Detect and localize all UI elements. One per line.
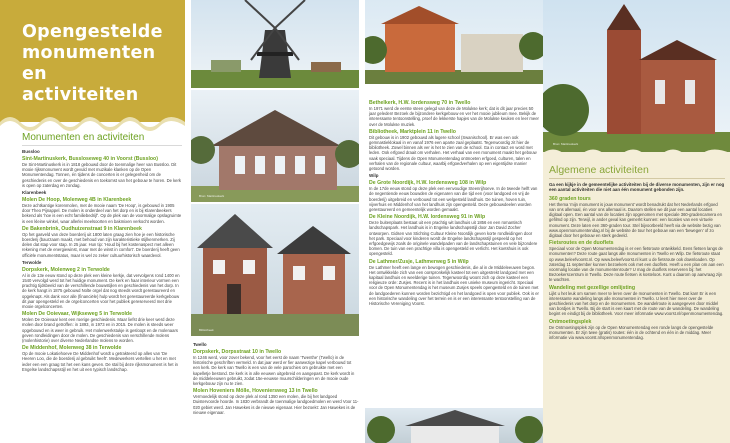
item-title: Molen Hoveniers Mölle, Hoveniersweg 13 in Twello [193,388,318,395]
left-column [0,0,185,443]
church-tower-icon [543,0,730,152]
villa-photo [365,408,543,443]
item-text: Op het gasveld van deze boerderij uit 1800 laten graag zien hoe je een historische boerderij (baurzaam maakt, met behoud van zijn karakteristieke stijlkenmerken. Zij delen dat stap voor stap. In 25 jaar. Hun tip: 'Houd bij het kostenaspect met alleen rekening met de energiewinst, maar met de winst in comfort'. De boerderij heeft geen officiële monumentstatus, maar is wel zo zeker cultuurhistorisch waardevol. [22,231,180,258]
item-title: Bethelkerk, H.W. Iordensweg 70 in Twello [369,100,471,106]
item-text: In de 17de eeuw stond op deze plek een eenvoudige Steenrijhoeve. In de tweede helft van de negentiende eeuw bouwden de eigenaren van die tijd een (voor landgoed en vrij de boerderij) uitgebreid en verbouwd tot een welgesteld landhuis. De tuinen, hoven tuin, vijverhuis en Middenhof van het landhuis zijn opengesteld. Deze gebouwdeelen worden gerestaureerd en gemeentelijk worden gemaakt. [369,186,538,213]
item-text: Op de mooie Lokatiehoeve De Middenhof wordt u getrakteerd op alles van 'De Heeren Loo, die de boerderij al gebruikt heeft'. Medewerkers vertellen u het en met ieder een een graag tot het een kans geven. De stal bij deze rijksmonument is het in Engelse landschapsstijl en het uit een typisch landschap. [22,351,178,372]
windmill-icon [191,0,359,88]
place-label: Klarenbeek [22,190,47,196]
item-text: In 1971 werd de eerste steen gelegd van deze de Molukse kerk; dat is dit jaar precies 50 jaar geleden! Bezoek de bijzondere kerkgebouw en ver het mooie jubileum mee. Bekijk de interessante tentoonstelling, proef de lekkerste hapjes van de Molukse keuken en leer meer over de Molukse muziek. [369,106,539,127]
photo-credit: Bron: Martinuskerk [199,194,225,198]
item-title: De Middenhof, Molenweg 38 in Terwolde [22,345,122,352]
building-icon [365,0,543,84]
right-section [549,164,725,340]
item-title: Sint-Martinuskerk, Bussloseweg 40 in Voorst (Bussloo) [22,156,158,162]
item-text: Vermoedelijk stond op deze plek al rond 1350 een molen, die bij het landgoed Duistervoorde hoorde. In 1830 verbrandt de toenmalige landgoedmolen en werd Voor 11-020 gebiet werd. Jan Hawekes is de nieuwe eigenaar. Hier bezoekt: Jan Hawekes is de nieuwe eigenaar. [193,394,359,415]
place-label: Terwolde [22,259,42,265]
section-title: Algemene activiteiten [549,164,725,179]
church-photo [191,90,359,202]
place-label: Bussloo [22,149,40,154]
item-text: Het thema 'mijn monument is jouw monument' wordt benadrukt dat het Nederlands erfgoed van ons allemaal, én voor ons allemaal is. Daarom stellen we dit jaar een aantal locaties digitaal open. Een aantal van de locaties zijn opgenomen met speciale 360-gradencamera en gefilmd op zijn. Terwijl, in ander geval kan gemerkt kunnen: een locaties van een virtuele monument. Deze laten een 360-graden tour. Stel bijvoorbeeld heeft via de website bezig van www.openmonumentendag.nl bij de website de tour het gebouw van een 'bewegen' of zo digitaal door het gebouw en sterk gedeeld. [549,201,722,239]
wave-divider [543,146,730,160]
middle-text [193,340,359,415]
item-title: De Kleine Noordijk, H.W. Iordensweg 91 in Wilp [369,214,486,221]
left-section [22,132,182,372]
item-title: De Lathmer/Zusje, Lathmerweg 5 in Wilp [369,258,469,265]
item-text: Lijkt u het leuk om samen meer te leren over de monumenten in Twello. Dat kan! Er is een interessante wandeling langs alle monumenten in Twello. U leert hier meer over de geschiedenis van het dorp en de monumenten. De wandelroute is aangegeven door middel van bordjes in Twello. Bij de start is een kaart met de route van de wandeling. De wandeling begint en eindigt bij de bibliotheek. Voor meer informatie www.voorst.nl/openmonumentendag. [549,290,724,317]
item-text: Dit gebouw is in 1902 gebouwd als lagere school (Swanischool). Er was een ook gemnastieklokaal in en vanaf 1976 een aparte zaal geplaatst. Tegenwoordig zit hier de bibliotheek. Zowel binnen als ver is het te zien van de school. Ga in contact en word met leden. Ook erfgoed draait om verhalen. Het verhaal van een monument maakt het gebouw vaak speciaal. Tijdens de Open Monumentendag ontmoeten erfgoed, culturen, talen en verhalen van de regionale cultuur, waarbij erfgoedverhalen op een eigentijdse manier getoond worden. [369,134,537,172]
item-text: De Ontmoetingsplek zijn op de Open Monumentendag een ronde langs de opengestelde monumenten. Er zijn twee (gratis) routes: één in de ochtend en één in de middag. Meer informatie via www.voorst.nl/openmonumentendag. [549,324,714,341]
house-icon [191,204,359,336]
third-column [365,0,543,443]
middle-column [185,0,365,443]
church-tower-photo [543,0,730,152]
item-title: Dorpskerk, Dorpsstraat 10 in Twello [193,349,282,355]
third-text [369,98,539,306]
houses-photo [191,204,359,336]
item-title: Molen De Hoop, Molenweg 4B in Klarenbeek [22,197,132,204]
right-column [543,0,730,443]
photo-credit: Bibliotheek [199,328,214,332]
bethelkerk-photo [365,0,543,84]
item-title: Fietsroutes en de duoflets [549,240,614,247]
item-title: Ontmoetingsplek [549,318,592,325]
item-text: Deze buitenplaats bestaat uit een prachtig wit landhuis uit 1856 en een romantisch landschapspark. Het landhuis is in Engelse landschapsstijl door Jan David Zocher ontworpen. Gidsen van Stichting Cultuur Kleine Noordijk geven korte rondleidingen door het park. Speciaal voor kinderen wordt de Engelse landschapsstijl gespeeld op het erfgoedgewijs zoals de originele wandelpaden van de landschapstuinen en vele bijzondere bomen. De tuin van een prachtige villa is opengesteld en verlicht. Het koetshuis is ook opengesteld. [369,220,538,257]
item-text: Deze achtkantige korenmolen, met de mooie naam 'De Hoop', is gebouwd in 1905 door Theo Pijnappel. De molen is onderdeel van het dorp en is bij Klarenbeekers bekend als 'hoe is een echt familiebedrijf'. Op de plek van de voormalige opslagruimte is een kleine winkel, waar allerlei meelsoorten en bakmixen verkocht worden. [22,203,182,224]
item-text: De Sint-Martinuskerk is in 1818 gebouwd door de toenmalige heer van Bussloo. Dit mooie rijksmonument wordt gevuld met muzikale klanken op de Open Monumentendag. Tonnen, én tijdens de concerten is er gelegenheid om de geschiedenis en over de geschiedenis en toekomst van het gebouw te horen. De kerk is open op zaterdag en zondag. [22,162,181,188]
villa-icon [365,408,543,443]
cover-title [22,22,185,106]
windmill-photo [191,0,359,88]
item-text: Molen De Ooievaar kent een roerige geschiedenis. Maar liefst drie keer werd deze molen door brand getroffen: in 1893, in 1973 en in 2015. De molen is steeds weer opgebouwd en is weer in gebruik. Het molenwerkstukje is gesloopt en de molenaars geven rondleidingen door de molen. De geschiedenis van verschillende molens (molenhistorie) over diverse Nederlandse molens te worden. [22,317,178,344]
item-text: Al in de 13e eeuw stond op deze plek een kleine kerkje, dat vervolgens rond 1400 en 1540 vervolgd werd tot het huidige monument. De kerk en haar interieur vormen een prachtig tijdsbeeld van de verschillende bouwstijlen en geschiedenis van het dorp. In de kerk hangt in 1875 gebouwd Nolte orgel dat nog steeds wordt gerestaureerd en opgeknapt. Als dank voor alle (financiële) hulp wordt het gerestaureerde kerkgebouw dit jaar opengesteld en de orgelconcerten voor het publiek gereserveerd met drie mooie orgelconcerten. [22,272,180,310]
cover-title-line-3: activiteiten [22,85,139,105]
wave-divider [0,112,185,134]
place-label: Wilp [369,173,379,179]
cover-header [0,0,185,122]
section-title: Monumenten en activiteiten [22,132,182,146]
item-text: Speciaal voor de Open Monumentendag is er een fietsroute ontwikkeld. Eens fietsen langs de monumenten? Deze route gaat langs alle monumenten in Twello en Wilp. De fietsroute staat op www.beleefvoorst.nl. Op www.beleefvoorst.nl kunt u de fietsroute ook downloaden. Op zaterdag 11 september kunnen bezoekers ook met een duoflets. Heeft u een plan om aan een voormalig locatie van de monumentenroute? U mag de duoflets reserveren bij: het Bezoekerscentrum in Twello. Deze route fietsen is kosteloos. Kunt u daarom op aanvraag zijn te wachten. [549,246,724,283]
item-text: In 1246 werd, voor zover bekend, voor het eerst de naam 'Twenthe' (Twello) in de historische geschriften vermeld. In dat jaar werd er fier aanwezige kapel verbouwd tot een kerk. De kerk van Twello is een van de vele parochies om gebruikte met een kapelletje bestond. De kerk is in alle eeuwen uitgebreid en aangepast. De kerk wordt in de middeleeuwen gebruikt, zodat 15e-eeuwse muurschilderingen en de mooie oude kerkgebouw zijn nu te zien. [193,355,355,387]
cover-title-line-1: Opengestelde [22,22,163,42]
cover-title-line-2: monumenten en [22,43,156,84]
place-label: Twello [193,342,207,347]
item-title: De Grote Noordijk, H.W. Iordensweg 108 in Wilp [369,180,487,187]
church-icon [191,90,359,202]
intro-text: Ga een kijkje in de gemeentelijke activiteiten bij de diverse monumenten, zijn er nog een aantal activiteiten die niet aan één monument gebonden zijn. [549,182,725,193]
item-title: Bibliotheek, Marktplein 11 in Twello [369,128,456,135]
item-title: 360 graden tours [549,195,591,202]
item-title: Wandeling met gezellige omlijsting [549,284,635,291]
item-title: De Bakenbrink, Oudhuizenstraat 9 in Klarenbeek [22,225,142,232]
photo-credit: Bron: Martinuskerk [553,142,579,146]
item-text: De Lathmer heeft een lange en bewogen geschiedenis, die al in de Middeleeuwen begon. Het ontwikkelde zich van een oorspronkelijk kasteel tot een uitgestrekt landgoed met een kapitaal landhuis en weelderige tuinen. Tegenwoordig woont zich op deze kasteel een religieuze orde: Zusjes. Recent is in het landhuis een unieke museum ingericht. Speciaal voor de Open Monumentendag is het museum Zusjes speels opengesteld en de tuinen met de landgoederen kunnen worden bezichtigd en het landgoed is open voor publiek. Ook is er een historische wandeling over het terrein en is er een interessante tentoonstelling van de Historische Vereniging Voorst. [369,264,539,307]
item-title: Dorpskerk, Molenweg 2 in Terwolde [22,266,110,273]
item-title: Molen De Ooievaar, Wijkseweg 5 in Terwolde [22,311,132,318]
